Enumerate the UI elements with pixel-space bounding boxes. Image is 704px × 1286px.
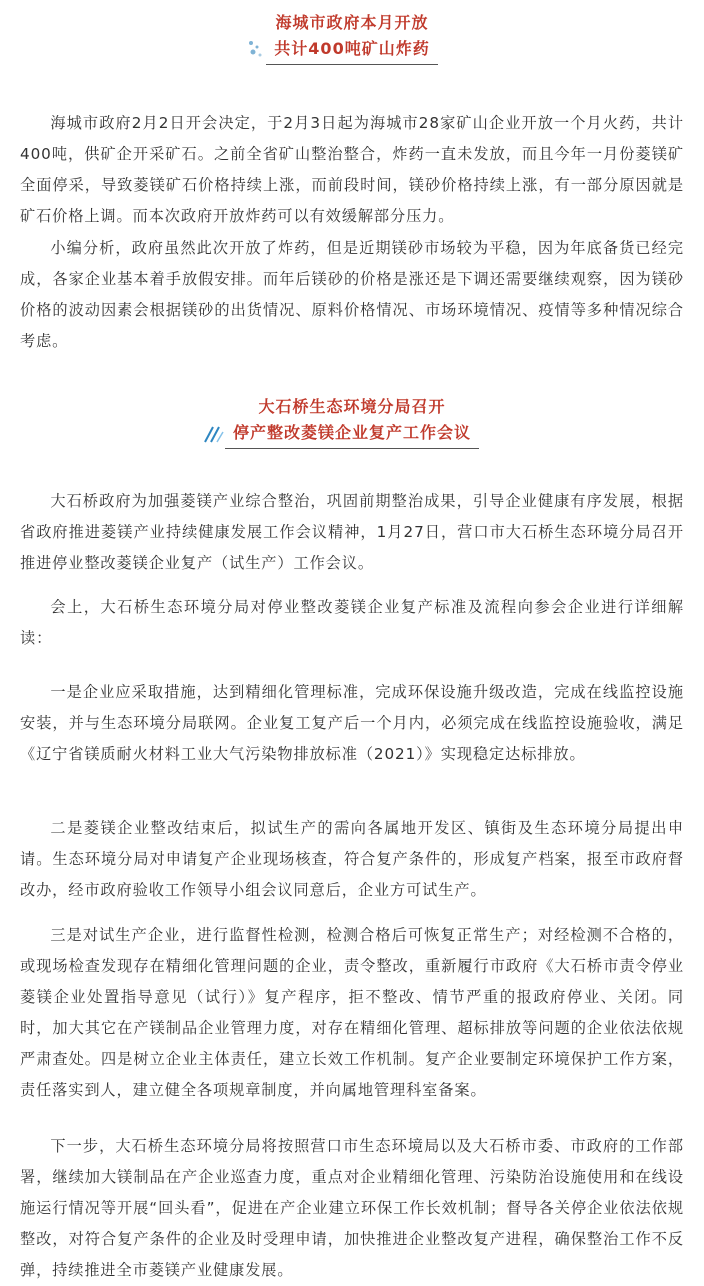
section2-heading bbox=[0, 396, 704, 449]
section2-paragraph-4: 二是菱镁企业整改结束后，拟试生产的需向各属地开发区、镇街及生态环境分局提出申请。生态环境分局对申请复产企业现场核查，符合复产条件的，形成复产档案，报至市政府督改办，经市政府验收工作领导小组会议同意后，企业方可试生产。 bbox=[20, 819, 684, 899]
section1-heading bbox=[0, 12, 704, 65]
section2-title-line1: 大石桥生态环境分局召开 bbox=[258, 397, 446, 416]
double-slash-icon bbox=[203, 424, 225, 448]
section1-title-line2-wrap bbox=[266, 38, 437, 65]
section1-title-line1: 海城市政府本月开放 bbox=[275, 13, 429, 32]
section2-title-line2: 停产整改菱镁企业复产工作会议 bbox=[232, 423, 471, 442]
section1-paragraph-2: 小编分析，政府虽然此次开放了炸药，但是近期镁砂市场较为平稳，因为年底备货已经完成，各家企业基本着手放假安排。而年后镁砂的价格是涨还是下调还需要继续观察，因为镁砂价格的波动因素会根据镁砂的出货情况、原料价格情况、市场环境情况、疫情等多种情况综合考虑。 bbox=[20, 239, 684, 350]
section2-paragraph-5: 三是对试生产企业，进行监督性检测，检测合格后可恢复正常生产；对经检测不合格的，或现场检查发现存在精细化管理问题的企业，责令整改，重新履行市政府《大石桥市责令停业菱镁企业处置指导意见（试行）》复产程序，拒不整改、情节严重的报政府停业、关闭。同时，加大其它在产镁制品企业管理力度，对存在精细化管理、超标排放等问题的企业依法依规严肃查处。四是树立企业主体责任，建立长效工作机制。复产企业要制定环境保护工作方案，责任落实到人，建立健全各项规章制度，并向属地管理科室备案。 bbox=[20, 926, 684, 1099]
section1-title-line2: 共计400吨矿山炸药 bbox=[274, 39, 430, 58]
section2-paragraph-3: 一是企业应采取措施，达到精细化管理标准，完成环保设施升级改造，完成在线监控设施安装，并与生态环境分局联网。企业复工复产后一个月内，必须完成在线监控设施验收，满足《辽宁省镁质耐火材料工业大气污染物排放标准（2021）》实现稳定达标排放。 bbox=[20, 683, 684, 763]
section2-paragraph-2: 会上，大石桥生态环境分局对停业整改菱镁企业复产标准及流程向参会企业进行详细解读： bbox=[20, 598, 684, 647]
section2-paragraph-6: 下一步，大石桥生态环境分局将按照营口市生态环境局以及大石桥市委、市政府的工作部署，继续加大镁制品在产企业巡查力度，重点对企业精细化管理、污染防治设施使用和在线设施运行情况等开展“回头看”，促进在产企业建立环保工作长效机制；督导各关停企业依法依规整改，对符合复产条件的企业及时受理申请，加快推进企业整改复产进程，确保整治工作不反弹，持续推进全市菱镁产业健康发展。 bbox=[20, 1137, 684, 1279]
section2-paragraph-1: 大石桥政府为加强菱镁产业综合整治，巩固前期整治成果，引导企业健康有序发展，根据省政府推进菱镁产业持续健康发展工作会议精神，1月27日，营口市大石桥生态环境分局召开推进停业整改菱镁企业复产（试生产）工作会议。 bbox=[20, 492, 684, 572]
section2-title-line2-wrap bbox=[225, 422, 479, 449]
section1-paragraph-1: 海城市政府2月2日开会决定，于2月3日起为海城市28家矿山企业开放一个月火药，共计400吨，供矿企开采矿石。之前全省矿山整治整合，炸药一直未发放，而且今年一月份菱镁矿全面停采，导致菱镁矿石价格持续上涨，而前段时间，镁砂价格持续上涨，有一部分原因就是矿石价格上调。而本次政府开放炸药可以有效缓解部分压力。 bbox=[20, 114, 684, 225]
dots-icon bbox=[248, 40, 264, 64]
